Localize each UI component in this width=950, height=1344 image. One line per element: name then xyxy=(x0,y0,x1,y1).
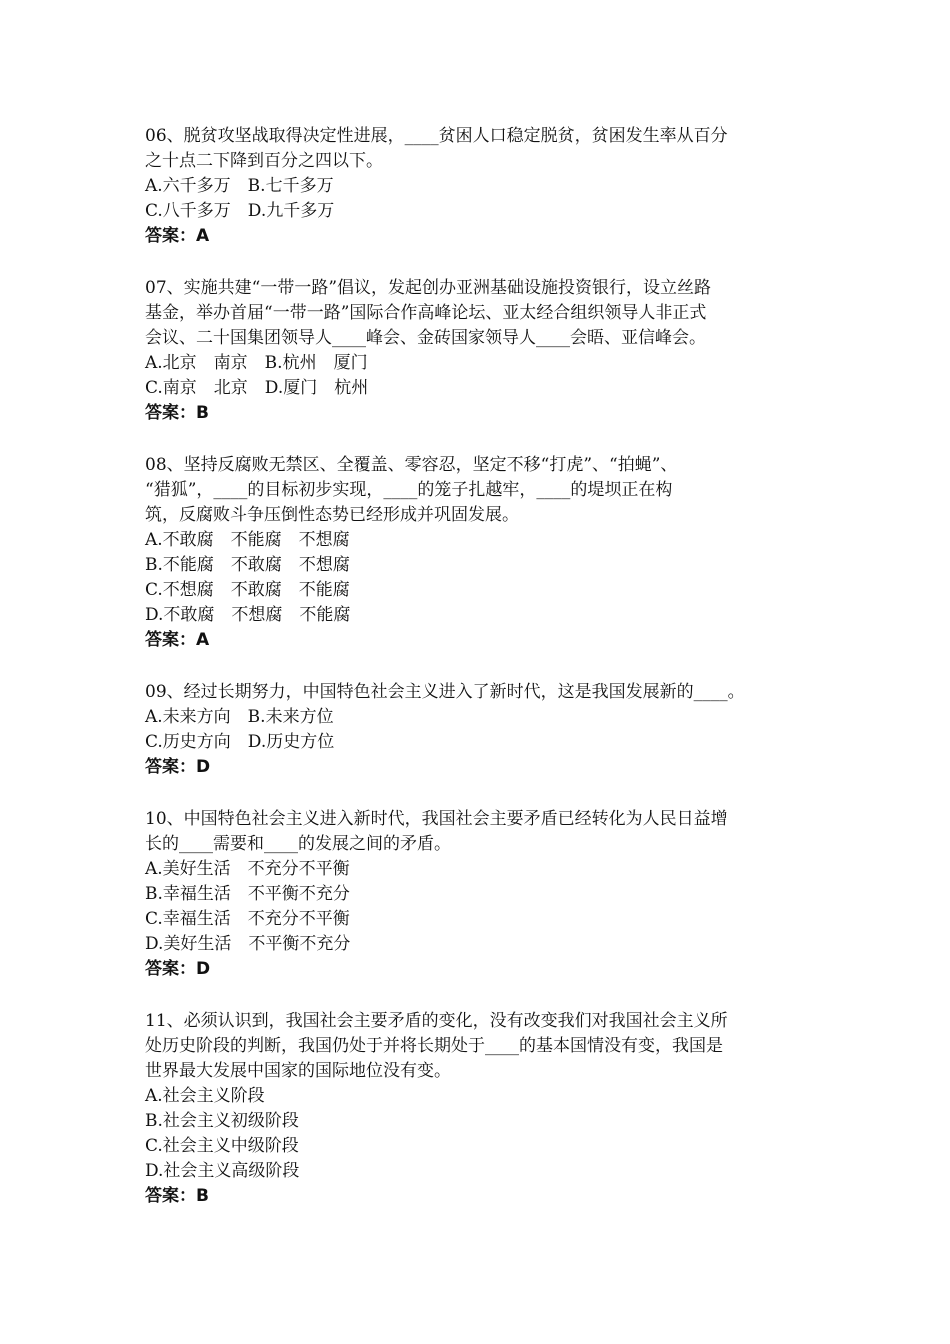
answer-label: 答案：B xyxy=(145,1186,209,1206)
option-line: A.美好生活 不充分不平衡 xyxy=(145,859,350,879)
option-line: C.不想腐 不敢腐 不能腐 xyxy=(145,580,350,600)
option-line: D.美好生活 不平衡不充分 xyxy=(145,934,351,954)
option-line: B.幸福生活 不平衡不充分 xyxy=(145,884,350,904)
option-line: B.社会主义初级阶段 xyxy=(145,1111,299,1131)
option-line: A.北京 南京 B.杭州 厦门 xyxy=(145,353,368,373)
question-stem-line: 09、经过长期努力，中国特色社会主义进入了新时代，这是我国发展新的____。 xyxy=(145,682,745,702)
option-list xyxy=(145,528,825,628)
question-stem-line: 基金，举办首届“一带一路”国际合作高峰论坛、亚太经合组织领导人非正式 xyxy=(145,303,707,323)
answer-label: 答案：D xyxy=(145,757,211,777)
question-06 xyxy=(145,124,825,249)
answer-label: 答案：A xyxy=(145,630,210,650)
question-stem-line: 筑，反腐败斗争压倒性态势已经形成并巩固发展。 xyxy=(145,505,519,525)
question-stem-line: 08、坚持反腐败无禁区、全覆盖、零容忍，坚定不移“打虎”、“拍蝇”、 xyxy=(145,455,678,475)
option-list xyxy=(145,705,825,755)
option-list xyxy=(145,351,825,401)
question-11 xyxy=(145,1009,825,1209)
option-line: C.八千多万 D.九千多万 xyxy=(145,201,335,221)
option-list xyxy=(145,174,825,224)
option-line: C.社会主义中级阶段 xyxy=(145,1136,299,1156)
answer-label: 答案：B xyxy=(145,403,209,423)
option-list xyxy=(145,1084,825,1184)
option-line: D.社会主义高级阶段 xyxy=(145,1161,300,1181)
question-stem-line: 长的____需要和____的发展之间的矛盾。 xyxy=(145,834,451,854)
question-stem-line: 06、脱贫攻坚战取得决定性进展，____贫困人口稳定脱贫，贫困发生率从百分 xyxy=(145,126,728,146)
option-list xyxy=(145,857,825,957)
option-line: C.幸福生活 不充分不平衡 xyxy=(145,909,350,929)
question-stem-line: 07、实施共建“一带一路”倡议，发起创办亚洲基础设施投资银行，设立丝路 xyxy=(145,278,712,298)
option-line: A.不敢腐 不能腐 不想腐 xyxy=(145,530,350,550)
question-stem-line: 世界最大发展中国家的国际地位没有变。 xyxy=(145,1061,451,1081)
question-stem-line: 会议、二十国集团领导人____峰会、金砖国家领导人____会晤、亚信峰会。 xyxy=(145,328,706,348)
question-stem-line: 10、中国特色社会主义进入新时代，我国社会主要矛盾已经转化为人民日益增 xyxy=(145,809,728,829)
option-line: A.六千多万 B.七千多万 xyxy=(145,176,334,196)
question-07 xyxy=(145,276,825,426)
question-10 xyxy=(145,807,825,982)
option-line: A.社会主义阶段 xyxy=(145,1086,265,1106)
question-09 xyxy=(145,680,825,780)
option-line: B.不能腐 不敢腐 不想腐 xyxy=(145,555,350,575)
question-stem-line: “猎狐”，____的目标初步实现，____的笼子扎越牢，____的堤坝正在构 xyxy=(145,480,673,500)
answer-label: 答案：A xyxy=(145,226,210,246)
option-line: A.未来方向 B.未来方位 xyxy=(145,707,334,727)
answer-label: 答案：D xyxy=(145,959,211,979)
question-08 xyxy=(145,453,825,653)
option-line: C.南京 北京 D.厦门 杭州 xyxy=(145,378,369,398)
option-line: D.不敢腐 不想腐 不能腐 xyxy=(145,605,351,625)
document-page xyxy=(145,124,825,1236)
question-stem-line: 11、必须认识到，我国社会主要矛盾的变化，没有改变我们对我国社会主义所 xyxy=(145,1011,728,1031)
option-line: C.历史方向 D.历史方位 xyxy=(145,732,335,752)
question-stem-line: 之十点二下降到百分之四以下。 xyxy=(145,151,383,171)
question-stem-line: 处历史阶段的判断，我国仍处于并将长期处于____的基本国情没有变，我国是 xyxy=(145,1036,723,1056)
